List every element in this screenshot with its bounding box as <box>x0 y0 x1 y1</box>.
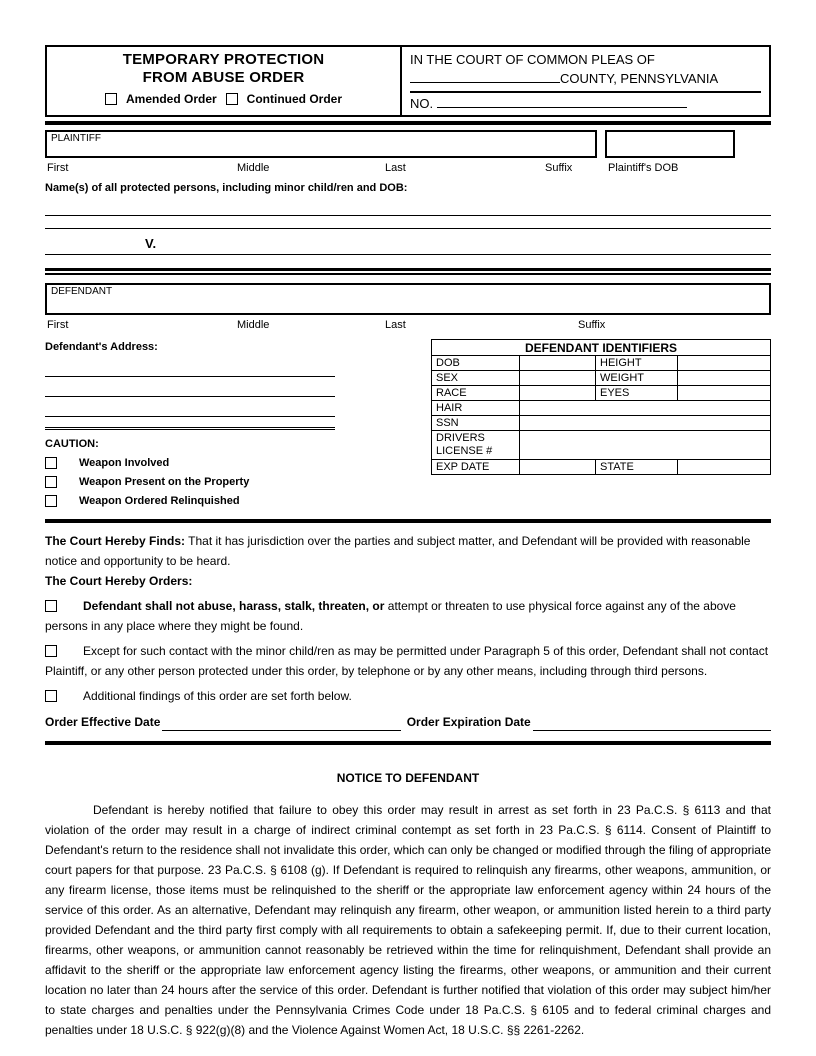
exp-date-label: EXP DATE <box>432 460 520 475</box>
hair-field[interactable] <box>520 401 771 416</box>
notice-title: NOTICE TO DEFENDANT <box>336 771 480 785</box>
order-dates-row <box>45 712 771 732</box>
ssn-field[interactable] <box>520 416 771 431</box>
defendant-identifiers-table <box>431 339 771 475</box>
protected-persons-label: Name(s) of all protected persons, including minor child/ren and DOB: <box>45 182 408 194</box>
address-divider <box>45 427 335 430</box>
court-section <box>45 531 771 732</box>
section-divider <box>45 121 771 125</box>
court-finds-text: That it has jurisdiction over the parties and subject matter, and Defendant will be provided with reasonable notice and opportunity to be heard. <box>45 534 751 568</box>
identifiers-title: DEFENDANT IDENTIFIERS <box>432 340 771 356</box>
notice-body: Defendant is hereby notified that failure to obey this order may result in arrest as set forth in 23 Pa.C.S. § 6113 and that violation of the order may result in a charge of indirect criminal contempt as set forth in 23 Pa.C.S. § 6114. Consent of Plaintiff to Defendant's return to the residence shall not invalidate this order, which can only be changed or modified through the filing of appropriate court papers for that purpose. 23 Pa.C.S. § 6108 (g). If Defendant is required to relinquish any firearms, other weapons, ammunition, or any firearm license, those items must be relinquished to the sheriff or the appropriate law enforcement agency within 24 hours of the service of this order. As an alternative, Defendant may relinquish any firearm, other weapon, or ammunition listed herein to a third party provided Defendant and the third party first comply with all requirements to obtain a safekeeping permit. If, due to their current location, firearms, other weapons, or ammunition cannot reasonably be retrieved within the time for relinquishment, Defendant shall provide an affidavit to the sheriff or the appropriate law enforcement agency listing the firearms, other weapons, or ammunition and their current location no later than 24 hours after the service of this order. Defendant is further notified that violation of this order may subject him/her to state charges and penalties under the Pennsylvania Crimes Code under 18 Pa.C.S. § 6105 and to federal criminal charges and penalties under 18 U.S.C. § 922(g)(8) and the Violence Against Women Act, 18 U.S.C. §§ 2261-2262. <box>45 803 771 1037</box>
order-item-2-checkbox[interactable] <box>45 645 57 657</box>
eyes-label: EYES <box>596 386 678 401</box>
order-expiration-date-field[interactable] <box>533 716 771 731</box>
race-field[interactable] <box>520 386 596 401</box>
order-effective-date-label: Order Effective Date <box>45 715 161 729</box>
amended-order-checkbox[interactable] <box>105 93 117 105</box>
plaintiff-row <box>45 130 771 158</box>
weapon-relinquished-label: Weapon Ordered Relinquished <box>79 495 240 507</box>
defendant-address-column <box>45 339 431 507</box>
case-number-label: NO. <box>410 96 434 111</box>
race-label: RACE <box>432 386 520 401</box>
weight-label: WEIGHT <box>596 371 678 386</box>
caution-item <box>45 476 421 488</box>
sex-label: SEX <box>432 371 520 386</box>
court-finds-paragraph <box>45 531 771 571</box>
order-item <box>45 641 771 681</box>
order-item <box>45 686 771 706</box>
order-item <box>45 596 771 636</box>
form-title-line-1: TEMPORARY PROTECTION <box>122 51 325 68</box>
order-item-3-text: Additional findings of this order are set forth below. <box>83 689 352 703</box>
hair-label: HAIR <box>432 401 520 416</box>
versus-label: V. <box>145 236 157 251</box>
plaintiff-last-label: Last <box>385 162 406 174</box>
weapon-present-checkbox[interactable] <box>45 476 57 488</box>
weapon-involved-checkbox[interactable] <box>45 457 57 469</box>
weapon-relinquished-checkbox[interactable] <box>45 495 57 507</box>
plaintiff-suffix-label: Suffix <box>545 162 573 174</box>
defendant-suffix-label: Suffix <box>578 319 606 331</box>
defendant-middle-label: Middle <box>237 319 270 331</box>
plaintiff-dob-field[interactable] <box>605 130 735 158</box>
ssn-label: SSN <box>432 416 520 431</box>
order-effective-date-field[interactable] <box>162 716 400 731</box>
continued-order-checkbox[interactable] <box>226 93 238 105</box>
defendant-first-label: First <box>47 319 69 331</box>
form-header <box>45 45 771 117</box>
court-caption-line-2 <box>410 69 761 88</box>
defendant-name-field[interactable]: DEFENDANT <box>45 283 771 315</box>
case-number-field[interactable] <box>437 95 687 108</box>
defendant-address-line-1[interactable] <box>45 353 335 377</box>
plaintiff-middle-label: Middle <box>237 162 270 174</box>
plaintiff-name-labels <box>45 161 771 176</box>
order-item-3-checkbox[interactable] <box>45 690 57 702</box>
plaintiff-dob-label: Plaintiff's DOB <box>608 162 679 174</box>
court-caption-panel <box>402 47 769 115</box>
weight-field[interactable] <box>678 371 771 386</box>
order-item-1-checkbox[interactable] <box>45 600 57 612</box>
plaintiff-name-field[interactable]: PLAINTIFF <box>45 130 597 158</box>
defendant-address-label: Defendant's Address: <box>45 341 158 353</box>
section-divider <box>45 741 771 745</box>
protected-persons-line-1[interactable] <box>45 194 771 216</box>
sex-field[interactable] <box>520 371 596 386</box>
order-type-row <box>53 92 394 106</box>
weapon-present-label: Weapon Present on the Property <box>79 476 250 488</box>
protected-persons-line-2[interactable] <box>45 216 771 229</box>
defendant-identifiers-column <box>431 339 771 507</box>
drivers-license-label: DRIVERS LICENSE # <box>432 431 520 460</box>
state-field[interactable] <box>678 460 771 475</box>
height-label: HEIGHT <box>596 356 678 371</box>
order-item-1-text: attempt or threaten to use physical force against any of the above persons in any place where they might be found. <box>45 599 736 633</box>
continued-order-label: Continued Order <box>246 92 343 106</box>
protected-persons-line-3[interactable] <box>45 251 771 255</box>
court-caption-line-1: IN THE COURT OF COMMON PLEAS OF <box>410 52 655 67</box>
dob-label: DOB <box>432 356 520 371</box>
weapon-involved-label: Weapon Involved <box>79 457 170 469</box>
amended-order-label: Amended Order <box>125 92 217 106</box>
order-item-2-text: Except for such contact with the minor child/ren as may be permitted under Paragraph 5 of this order, Defendant shall not contact Plaintiff, or any other person protected under this order, by telephone or by any other means, including through third persons. <box>45 644 769 678</box>
caution-label: CAUTION: <box>45 438 99 450</box>
plaintiff-first-label: First <box>47 162 69 174</box>
defendant-last-label: Last <box>385 319 406 331</box>
section-divider <box>45 268 771 275</box>
defendant-name-labels <box>45 318 771 333</box>
caution-item <box>45 457 421 469</box>
defendant-address-line-2[interactable] <box>45 377 335 397</box>
form-title-panel <box>47 47 402 115</box>
dob-field[interactable] <box>520 356 596 371</box>
state-label: STATE <box>596 460 678 475</box>
county-suffix-label: COUNTY, PENNSYLVANIA <box>560 71 719 86</box>
case-number-row <box>410 91 761 113</box>
court-orders-label: The Court Hereby Orders: <box>45 574 193 588</box>
court-finds-label: The Court Hereby Finds: <box>45 534 186 548</box>
defendant-address-line-3[interactable] <box>45 397 335 417</box>
height-field[interactable] <box>678 356 771 371</box>
eyes-field[interactable] <box>678 386 771 401</box>
exp-date-field[interactable] <box>520 460 596 475</box>
form-title <box>53 51 394 87</box>
county-blank-field[interactable] <box>410 70 560 83</box>
caution-item <box>45 495 421 507</box>
drivers-license-field[interactable] <box>520 431 771 460</box>
order-expiration-date-label: Order Expiration Date <box>406 715 531 729</box>
defendant-details <box>45 339 771 507</box>
section-divider <box>45 519 771 523</box>
order-item-1-bold-text: Defendant shall not abuse, harass, stalk, threaten, or <box>83 599 385 613</box>
form-title-line-2: FROM ABUSE ORDER <box>142 69 305 86</box>
